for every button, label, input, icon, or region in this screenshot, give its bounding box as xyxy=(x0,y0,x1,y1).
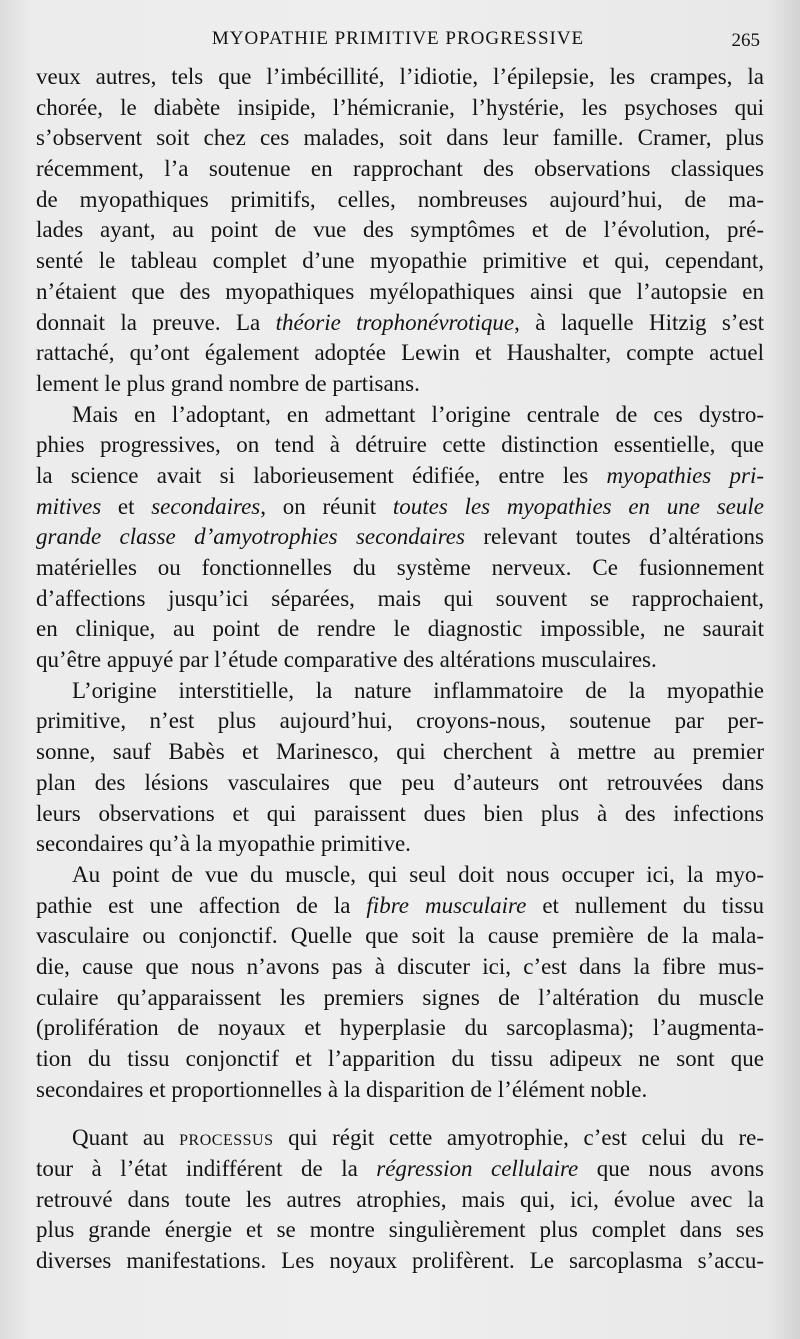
paragraph xyxy=(36,62,764,400)
text-line: sonne, sauf Babès et Marinesco, qui cherchent à mettre au premier xyxy=(36,739,764,765)
text-line: de myopathiques primitifs, celles, nombreuses aujourd’hui, de ma- xyxy=(36,186,764,212)
text-line: die, cause que nous n’avons pas à discuter ici, c’est dans la fibre mus- xyxy=(36,953,764,979)
text-line: plan des lésions vasculaires que peu d’auteurs ont retrouvées dans xyxy=(36,769,764,795)
running-title: MYOPATHIE PRIMITIVE PROGRESSIVE xyxy=(211,28,585,49)
italic-phrase: mitives xyxy=(36,493,102,519)
italic-phrase: toutes les myopathies en une seule xyxy=(392,493,764,519)
text-line: s’observent soit chez ces malades, soit dans leur famille. Cramer, plus xyxy=(36,125,764,151)
text-line: L’origine interstitielle, la nature inflammatoire de la myopathie xyxy=(72,677,764,703)
text-line: n’étaient que des myopathiques myélopathiques ainsi que l’autopsie en xyxy=(36,278,764,304)
text-line: leurs observations et qui paraissent dues bien plus à des infections xyxy=(36,800,764,826)
text-line: senté le tableau complet d’une myopathie primitive et qui, cependant, xyxy=(36,248,764,274)
text-line: donnait la preuve. La théorie trophonévrotique, à laquelle Hitzig s’est xyxy=(36,309,765,335)
italic-phrase: fibre musculaire xyxy=(366,892,527,918)
italic-phrase: théorie trophonévrotique xyxy=(275,309,515,335)
text-line: rattaché, qu’ont également adoptée Lewin et Haushalter, compte actuel xyxy=(36,340,764,366)
text-line: vasculaire ou conjonctif. Quelle que soit la cause première de la mala- xyxy=(36,923,764,949)
text-line: qu’être appuyé par l’étude comparative des altérations musculaires. xyxy=(36,647,657,673)
text-line: Quant au processus qui régit cette amyotrophie, c’est celui du re- xyxy=(72,1125,764,1151)
text-line: plus grande énergie et se montre singulièrement plus complet dans ses xyxy=(36,1217,764,1243)
text-line: lades ayant, au point de vue des symptômes et de l’évolution, pré- xyxy=(36,217,764,243)
paragraph-gap xyxy=(36,1105,764,1123)
text-line: la science avait si laborieusement édifiée, entre les myopathies pri- xyxy=(36,462,764,488)
paragraph xyxy=(36,400,764,676)
text-line: tion du tissu conjonctif et l’apparition du tissu adipeux ne sont que xyxy=(36,1046,764,1071)
text-line: d’affections jusqu’ici séparées, mais qui souvent se rapprochaient, xyxy=(36,585,764,611)
text-line: récemment, l’a soutenue en rapprochant des observations classiques xyxy=(36,156,764,182)
body-text xyxy=(36,62,764,1277)
text-line: primitive, n’est plus aujourd’hui, croyons-nous, soutenue par per- xyxy=(36,708,764,734)
text-line: Au point de vue du muscle, qui seul doit nous occuper ici, la myo- xyxy=(72,861,764,887)
text-line: secondaires qu’à la myopathie primitive. xyxy=(36,831,411,857)
text-line: secondaires et proportionnelles à la disparition de l’élément noble. xyxy=(36,1076,648,1102)
text-line: matérielles ou fonctionnelles du système nerveux. Ce fusionnement xyxy=(36,555,764,580)
text-line: diverses manifestations. Les noyaux prolifèrent. Le sarcoplasma s’accu- xyxy=(36,1248,764,1274)
text-line: chorée, le diabète insipide, l’hémicranie, l’hystérie, les psychoses qui xyxy=(36,94,764,120)
small-caps-word: processus xyxy=(179,1125,274,1151)
italic-phrase: myopathies pri- xyxy=(606,462,764,488)
text-line: grande classe d’amyotrophies secondaires relevant toutes d’altérations xyxy=(36,524,764,550)
italic-phrase: régression cellulaire xyxy=(376,1156,579,1182)
text-line: (prolifération de noyaux et hyperplasie du sarcoplasma); l’augmenta- xyxy=(36,1015,764,1041)
italic-phrase: grande classe d’amyotrophies secondaires xyxy=(36,524,465,550)
text-line: mitives et secondaires, on réunit toutes les myopathies en une seule xyxy=(36,493,764,519)
paragraph xyxy=(36,860,764,1106)
page-number: 265 xyxy=(731,30,760,51)
text-line: lement le plus grand nombre de partisans. xyxy=(36,370,420,396)
text-line: culaire qu’apparaissent les premiers signes de l’altération du muscle xyxy=(36,984,764,1010)
text-line: tour à l’état indifférent de la régression cellulaire que nous avons xyxy=(36,1156,764,1182)
text-line: pathie est une affection de la fibre musculaire et nullement du tissu xyxy=(36,892,764,918)
text-line: retrouvé dans toute les autres atrophies, mais qui, ici, évolue avec la xyxy=(36,1186,764,1212)
text-line: phies progressives, on tend à détruire cette distinction essentielle, que xyxy=(36,432,764,458)
italic-phrase: secondaires xyxy=(151,493,261,519)
paragraph xyxy=(36,1123,764,1276)
text-line: en clinique, au point de rendre le diagnostic impossible, ne saurait xyxy=(36,616,764,642)
paragraph xyxy=(36,676,764,860)
text-line: Mais en l’adoptant, en admettant l’origine centrale de ces dystro- xyxy=(72,401,764,427)
page-header xyxy=(0,28,800,58)
text-line: veux autres, tels que l’imbécillité, l’idiotie, l’épilepsie, les crampes, la xyxy=(36,64,764,89)
